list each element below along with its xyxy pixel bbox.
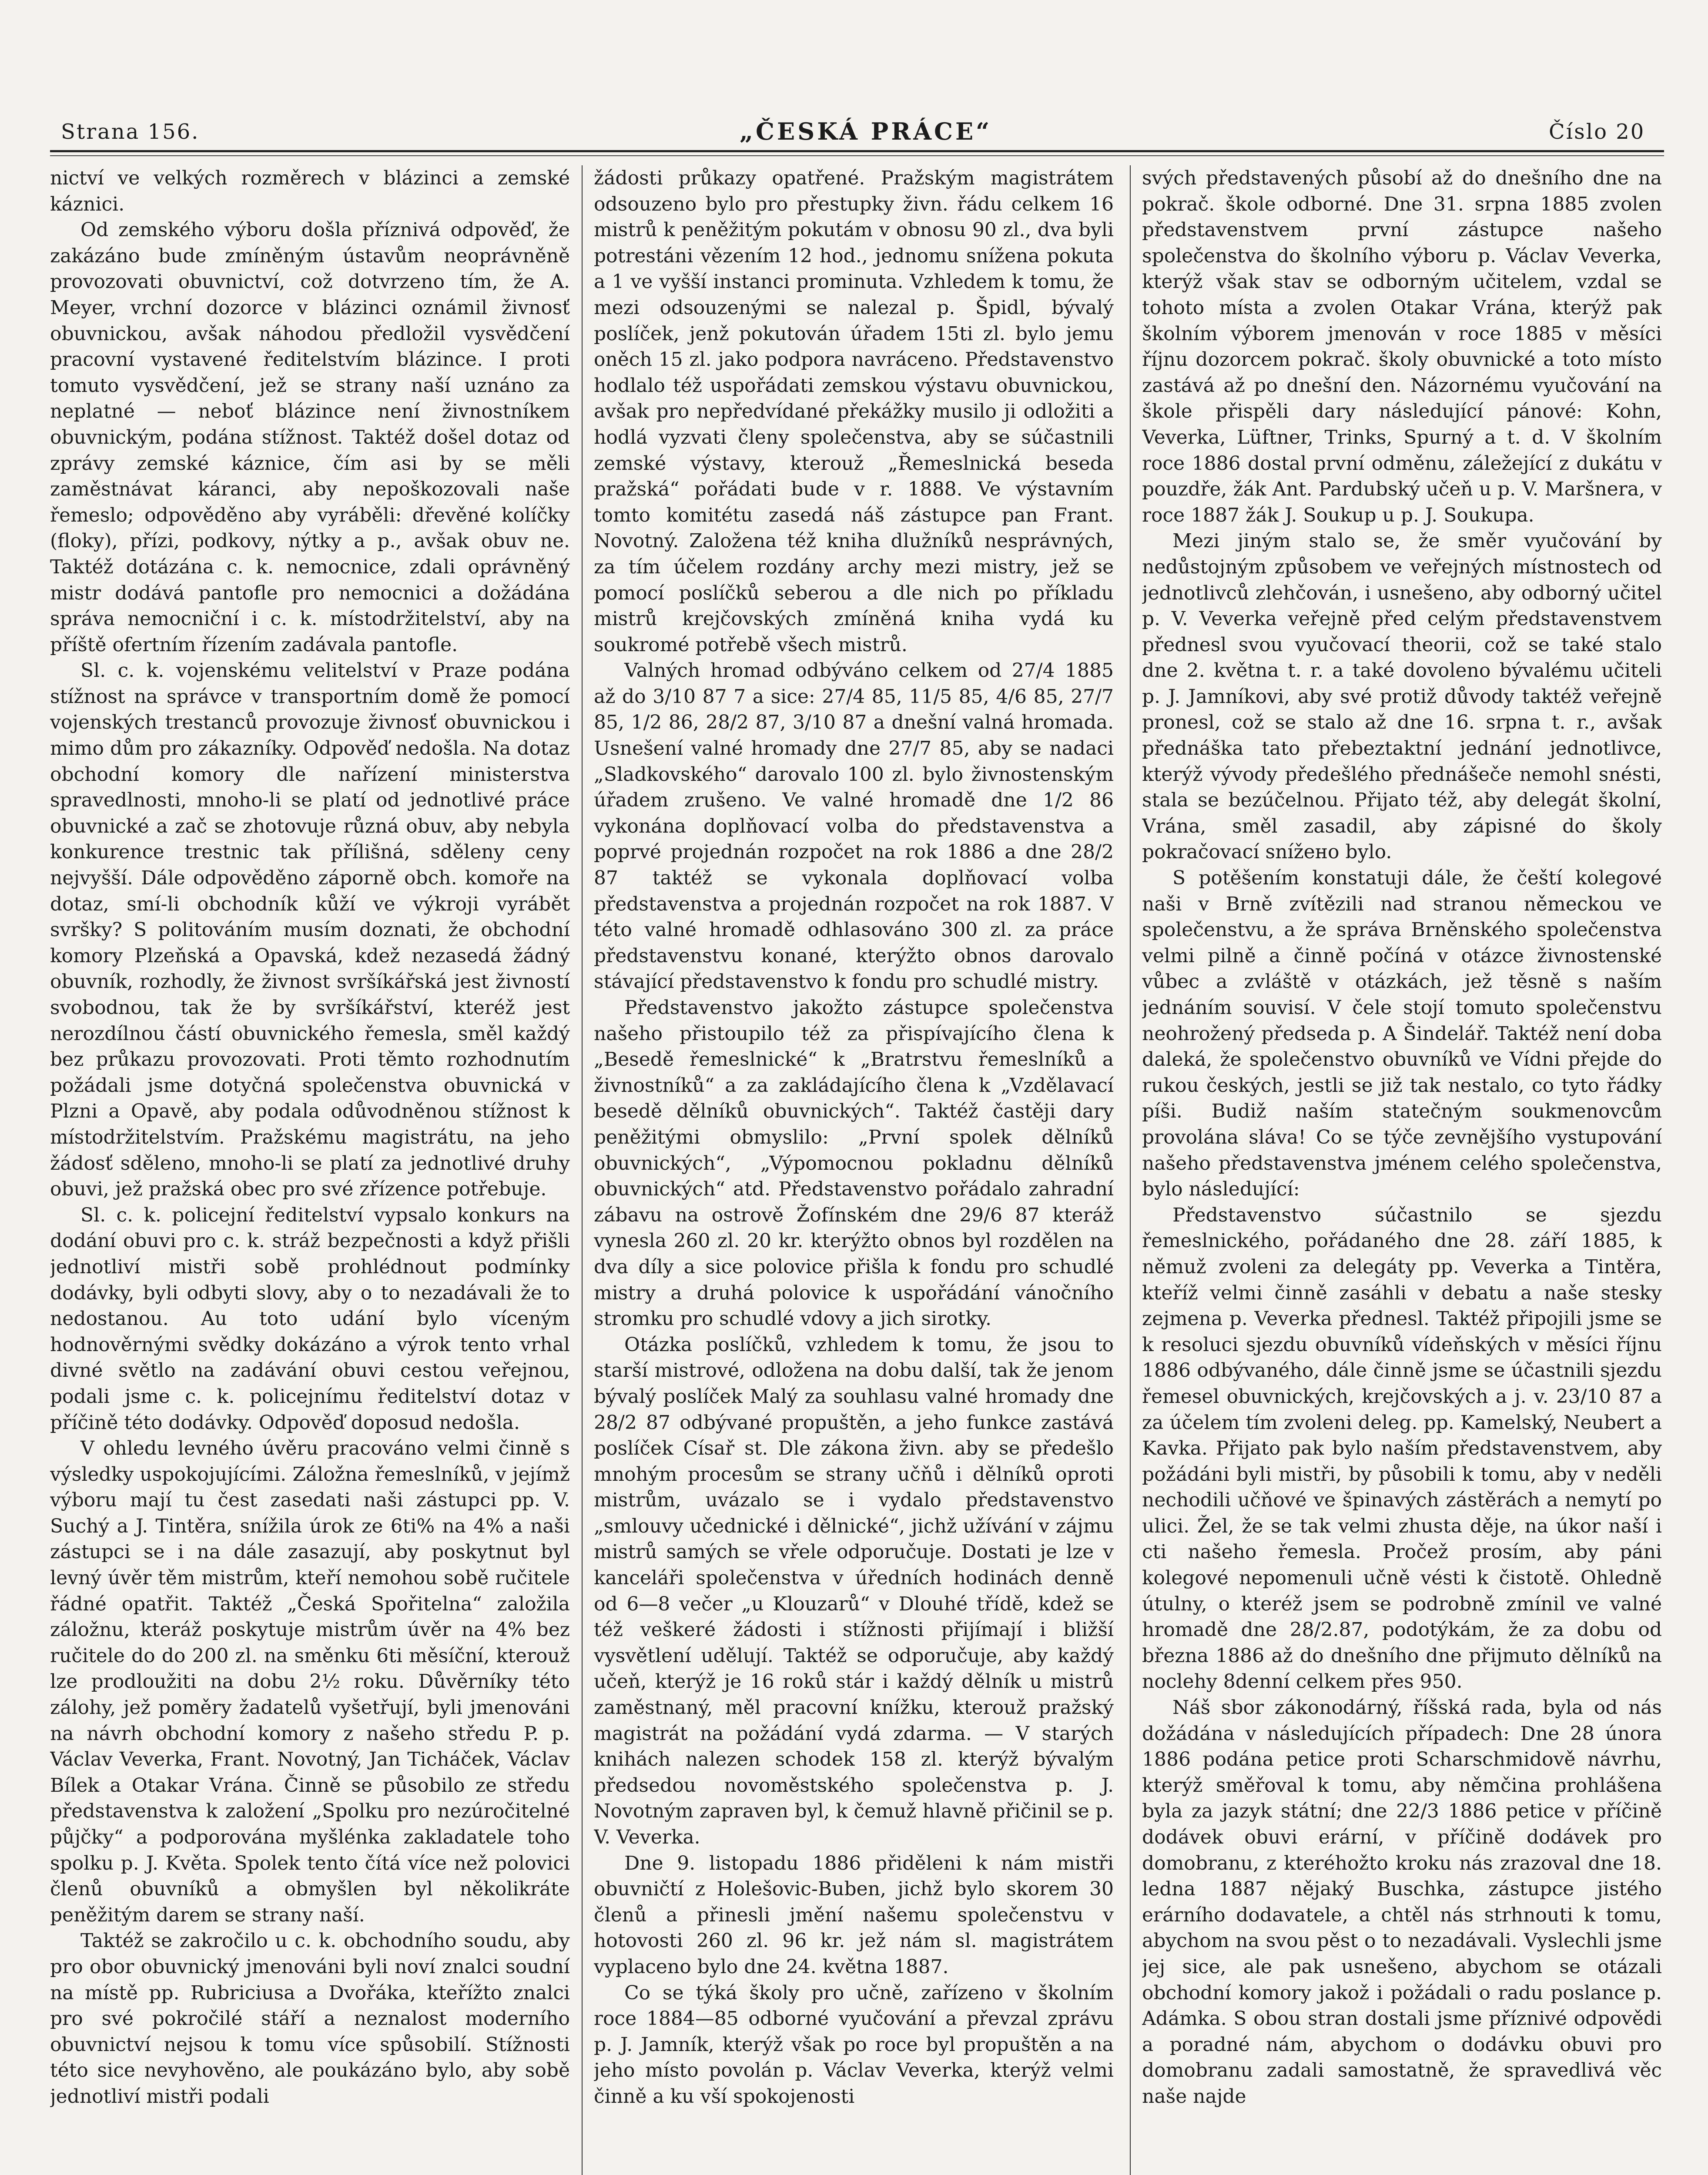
paragraph: Valných hromad odbýváno celkem od 27/4 1885 až do 3/10 87 7 a sice: 27/4 85, 11/5 85, 4/6 85, 27/7 85, 1/2 86, 28/2 87, 3/10 87 a dnešní valná hromada. Usnešení valné hromady dne 27/7 85, aby se nadaci „Sladkovského“ darovalo 100 zl. bylo živnostenským úřadem zrušeno. Ve valné hromadě dne 1/2 86 vykonána doplňovací volba do představenstva a poprvé projednán rozpočet na rok 1886 a dne 28/2 87 taktéž se vykonala doplňovací volba představenstva a projednán rozpočet na rok 1887. V této valné hromadě odhlasováno 300 zl. za práce představenstvu konané, kterýžto obnos darovalo stávající představenstvo k fondu pro schudlé mistry. [594, 659, 1114, 993]
paragraph: Taktéž se zakročilo u c. k. obchodního soudu, aby pro obor obuvnický jmenováni byli noví znalci soudní na místě pp. Rubriciusa a Dvořáka, kteřížto znalci pro své pokročilé stáří a neznalost moderního obuvnictví nejsou k tomu více spůsobilí. Stížnosti této sice nevyhověno, ale poukázáno bylo, aby sobě jednotliví mistři podali [50, 1930, 570, 2108]
paragraph: Co se týká školy pro učně, zařízeno v školním roce 1884—85 odborné vyučování a převzal zprávu p. J. Jamník, kterýž však po roce byl propuštěn a na jeho místo povolán p. Václav Veverka, kterýž velmi činně a ku vší spokojenosti [594, 1981, 1114, 2108]
issue-number: Číslo 20 [1549, 120, 1645, 144]
paragraph: S potěšením konstatuji dále, že čeští kolegové naši v Brně zvítězili nad stranou německou ve společenstvu, a že správa Brněnského společenstva velmi pilně a činně počíná v otázce živnostenské vůbec a zvláště v otázkách, jež těsně s naším jednáním souvisí. V čele stojí tomuto společenstvu neohrožený předseda p. A Šindelář. Taktéž není doba daleká, že společenstvo obuvníků ve Vídni přejde do rukou českých, jestli se již tak nestalo, co tyto řádky píši. Budiž naším statečným soukmenovcům provolána sláva! Co se týče zevnějšího vystupování našeho představenstva jménem celého společenstva, bylo následující: [1142, 867, 1662, 1201]
paragraph: Dne 9. listopadu 1886 přiděleni k nám mistři obuvničtí z Holešovic-Buben, jichž bylo skorem 30 členů a přinesli jmění našemu společenstvu v hotovosti 260 zl. 96 kr. jež nám sl. magistrátem vyplaceno bylo dne 24. května 1887. [594, 1852, 1114, 1978]
paragraph: Otázka poslíčků, vzhledem k tomu, že jsou to starší mistrové, odložena na dobu další, tak že jenom bývalý poslíček Malý za souhlasu valné hromady dne 28/2 87 odbývané propuštěn, a jeho funkce zastává poslíček Císař st. Dle zákona živn. aby se předešlo mnohým procesům se strany učňů i dělníků oproti mistrům, uvázalo se i vydalo představenstvo „smlouvy učednické i dělnické“, jichž užívání v zájmu mistrů samých se vřele odporučuje. Dostati je lze v kanceláři společenstva v úředních hodinách denně od 6—8 večer „u Klouzarů“ v Dlouhé třídě, kdež se též veškeré žádosti i stížnosti přijímají i bližší vysvětlení udělují. Taktéž se odporučuje, aby každý učeň, kterýž je 16 roků stár i každý dělník u mistrů zaměstnaný, měl pracovní knížku, kterouž pražský magistrát na požádání vydá zdarma. — V starých knihách nalezen schodek 158 zl. kterýž bývalým předsedou novoměstského společenstva p. J. Novotným zapraven byl, k čemuž hlavně přičinil se p. V. Veverka. [594, 1333, 1114, 1848]
text-column-2 [594, 165, 1114, 2175]
column-divider [1130, 165, 1131, 2175]
paragraph: V ohledu levného úvěru pracováno velmi činně s výsledky uspokojujícími. Záložna řemeslníků, v jejímž výboru mají tu čest zasedati naši zástupci pp. V. Suchý a J. Tintěra, snížila úrok ze 6ti% na 4% a naši zástupci se i na dále zasazují, aby poskytnut byl levný úvěr těm mistrům, kteří nemohou sobě ručitele řádné opatřit. Taktéž „Česká Spořitelna“ založila záložnu, kteráž poskytuje mistrům úvěr na 4% bez ručitele do do 200 zl. na směnku 6ti měsíční, kterouž lze prodloužiti na dobu 2½ roku. Důvěrníky této zálohy, jež poměry žadatelů vyšetřují, byli jmenováni na návrh obchodní komory z našeho středu P. p. Václav Veverka, Frant. Novotný, Jan Ticháček, Václav Bílek a Otakar Vrána. Činně se působilo ze středu představenstva k založení „Spolku pro nezúročitelné půjčky“ a podporována myšlénka zakladatele toho spolku p. J. Květa. Spolek tento čítá více než polovici členů obuvníků a obmyšlen byl několikráte peněžitým darem se strany naší. [50, 1437, 570, 1926]
header-rule-thin [50, 155, 1664, 156]
paragraph: Náš sbor zákonodárný, říšská rada, byla od nás dožádána v následujících případech: Dne 28 února 1886 podána petice proti Scharschmidově návrhu, kterýž směřoval k tomu, aby němčina prohlášena byla za jazyk státní; dne 22/3 1886 petice v příčině dodávek obuvi erární, v příčině dodávek pro domobranu, z kteréhožto kroku nás zrazoval dne 18. ledna 1887 nějaký Buschka, zástupce jistého erárního dodavatele, a chtěl nás strhnouti k tomu, abychom na svou pěst o to nezadávali. Vyslechli jsme jej sice, ale pak usnešeno, abychom se otázali obchodní komory jakož i požádali o radu poslance p. Adámka. S obou stran dostali jsme příznivé odpovědi a poradné nám, abychom o dodávku obuvi pro domobranu zadali samostatně, že spravedlivá věc naše najde [1142, 1696, 1662, 2108]
paragraph: Představenstvo jakožto zástupce společenstva našeho přistoupilo též za přispívajícího člena k „Besedě řemeslnické“ k „Bratrstvu řemeslníků a živnostníků“ a za zakládajícího člena k „Vzdělavací besedě dělníků obuvnických“. Taktéž častěji dary peněžitými obmyslilo: „První spolek dělníků obuvnických“, „Výpomocnou pokladnu dělníků obuvnických“ atd. Představenstvo pořádalo zahradní zábavu na ostrově Žofínském dne 29/6 87 kteráž vynesla 260 zl. 20 kr. kterýžto obnos byl rozdělen na dva díly a sice polovice přišla k fondu pro schudlé mistry a druhá polovice k uspořádání vánočního stromku pro schudlé vdovy a jich sirotky. [594, 997, 1114, 1330]
paragraph: Mezi jiným stalo se, že směr vyučování by nedůstojným způsobem ve veřejných místnostech od jednotlivců zlehčován, i usnešeno, aby odborný učitel p. V. Veverka veřejně před celým představenstvem přednesl svou vyučovací theorii, což se také stalo dne 2. května t. r. a také dovoleno bývalému učiteli p. J. Jamníkovi, aby své protiž důvody taktéž veřejně pronesl, což se stalo až dne 16. srpna t. r., avšak přednáška tato přebeztaktní jednání jednotlivce, kterýž vývody předešlého přednášeče nemohl snésti, stala se bezúčelnou. Přijato též, aby delegát školní, Vrána, směl zasadil, aby zápisné do školy pokračovací snížено bylo. [1142, 530, 1662, 863]
text-column-3 [1142, 165, 1662, 2175]
paragraph: Sl. c. k. vojenskému velitelství v Praze podána stížnost na správce v transportním domě že pomocí vojenských trestanců provozuje živnosť obuvnickou i mimo dům pro zákazníky. Odpověď nedošla. Na dotaz obchodní komory dle nařízení ministerstva spravedlnosti, mnoho-li se platí od jednotlivé práce obuvnické a zač se zhotovuje různá obuv, aby nebyla konkurence trestnic tak přílišná, sděleny ceny nejvyšší. Dále odpověděno záporně obch. komoře na dotaz, smí-li obchodník kůží ve výkroji vyrábět svršky? S politováním musím doznati, že obchodní komory Plzeňská a Opavská, kdež nezasedá žádný obuvník, rozhodly, že živnost svršíkářská jest živností svobodnou, tak že by svršíkářství, kteréž jest nerozdílnou částí obuvnického řemesla, směl každý bez průkazu provozovati. Proti těmto rozhodnutím požádali jsme dotyčná společenstva obuvnická v Plzni a Opavě, aby podala odůvodněnou stížnost k místodržitelstvím. Pražskému magistrátu, na jeho žádosť sděleno, mnoho-li se platí za jednotlivé druhy obuvi, jež pražská obec pro své zřízence potřebuje. [50, 659, 570, 1201]
column-divider [582, 165, 583, 2175]
journal-title: „ČESKÁ PRÁCE“ [740, 117, 992, 145]
paragraph: nictví ve velkých rozměrech v blázinci a zemské káznici. [50, 167, 570, 215]
paragraph: Od zemského výboru došla příznivá odpověď, že zakázáno bude zmíněným ústavům neoprávněně provozovati obuvnictví, což dotvrzeno tím, že A. Meyer, vrchní dozorce v blázinci oznámil živnosť obuvnickou, avšak náhodou předložil vysvědčení pracovní vystavené ředitelstvím blázince. I proti tomuto vysvědčení, jež se strany naší uznáno za neplatné — neboť blázince není živnostníkem obuvnickým, podána stížnost. Taktéž došel dotaz od zprávy zemské káznice, čím asi by se měli zaměstnávat káranci, aby nepoškozovali naše řemeslo; odpověděno aby vyráběli: dřevěné kolíčky (floky), přízi, podkovy, nýtky a p., avšak obuv ne. Taktéž dotázána c. k. nemocnice, zdali oprávněný mistr dodává pantofle pro nemocnici a dožádána správa nemocniční i c. k. místodržitelství, aby na příště ofertním řízením zadávala pantofle. [50, 219, 570, 656]
paragraph: žádosti průkazy opatřené. Pražským magistrátem odsouzeno bylo pro přestupky živn. řádu celkem 16 mistrů k peněžitým pokutám v obnosu 90 zl., dva byli potrestáni vězením 12 hod., jednomu snížena pokuta a 1 ve vyšší instanci prominuta. Vzhledem k tomu, že mezi odsouzenými se nalezal p. Špidl, bývalý poslíček, jenž pokutován úřadem 15ti zl. bylo jemu oněch 15 zl. jako podpora navráceno. Představenstvo hodlalo též uspořádati zemskou výstavu obuvnickou, avšak pro nepředvídané překážky musilo ji odložiti a hodlá vyzvati členy společenstva, aby se súčastnili zemské výstavy, kterouž „Řemeslnická beseda pražská“ pořádati bude v r. 1888. Ve výstavním tomto komitétu zasedá náš zástupce pan Frant. Novotný. Založena též kniha dlužníků nesprávných, za tím účelem rozdány archy mezi mistry, jež se pomocí poslíčků seberou a dle nich po příkladu mistrů krejčovských zmíněná kniha vydá ku soukromé potřebě všech mistrů. [594, 167, 1114, 656]
text-column-1 [50, 165, 570, 2175]
paragraph: Sl. c. k. policejní ředitelství vypsalo konkurs na dodání obuvi pro c. k. stráž bezpečnosti a když přišli jednotliví mistři sobě prohlédnout podmínky dodávky, byli odbyti slovy, aby o to nezadávali že to nedostanou. Au toto udání bylo víceným hodnověrnými svědky dokázáno a výrok tento vrhal divné světlo na zadávání obuvi cestou veřejnou, podali jsme c. k. policejnímu ředitelství dotaz v příčině této dodávky. Odpověď doposud nedošla. [50, 1204, 570, 1434]
page-number: Strana 156. [61, 120, 200, 144]
page-header [0, 0, 1708, 165]
paragraph: Představenstvo súčastnilo se sjezdu řemeslnického, pořádaného dne 28. září 1885, k němuž zvoleni za delegáty pp. Veverka a Tintěra, kteříž velmi činně zasáhli v debatu a naše stesky zejmena p. Veverka přednesl. Taktéž připojili jsme se k resoluci sjezdu obuvníků vídeňských v měsíci říjnu 1886 odbývaného, dále činně jsme se účastnili sjezdu řemesel obuvnických, krejčovských a j. v. 23/10 87 a za účelem tím zvoleni deleg. pp. Kamelský, Neubert a Kavka. Přijato pak bylo naším představenstvem, aby požádáni byli mistři, by působili k tomu, aby v neděli nechodili učňové ve špinavých zástěrách a nemytí po ulici. Žel, že se tak velmi zhusta děje, na úkor naší i cti našeho řemesla. Pročež prosím, aby páni kolegové nepomenuli učně vésti k čistotě. Ohledně útulny, o kteréž jsem se podrobně zmínil ve valné hromadě dne 28/2.87, podotýkám, že za dobu od března 1886 až do dnešního dne přijmuto dělníků na noclehy 8denní celkem přes 950. [1142, 1204, 1662, 1693]
paragraph: svých představených působí až do dnešního dne na pokrač. škole odborné. Dne 31. srpna 1885 zvolen představenstvem první zástupce našeho společenstva do školního výboru p. Václav Veverka, kterýž však stav se odborným učitelem, vzdal se tohoto místa a zvolen Otakar Vrána, kterýž pak školním výborem jmenován v roce 1885 v měsíci říjnu dozorcem pokrač. školy obuvnické a toto místo zastává až po dnešní den. Názornému vyučování na škole přispěli dary následující pánové: Kohn, Veverka, Lüftner, Trinks, Spurný a t. d. V školním roce 1886 dostal první odměnu, záležející z dukátu v pouzdře, žák Ant. Pardubský učeň u p. V. Maršnera, v roce 1887 žák J. Soukup u p. J. Soukupa. [1142, 167, 1662, 526]
header-rule [50, 150, 1664, 152]
